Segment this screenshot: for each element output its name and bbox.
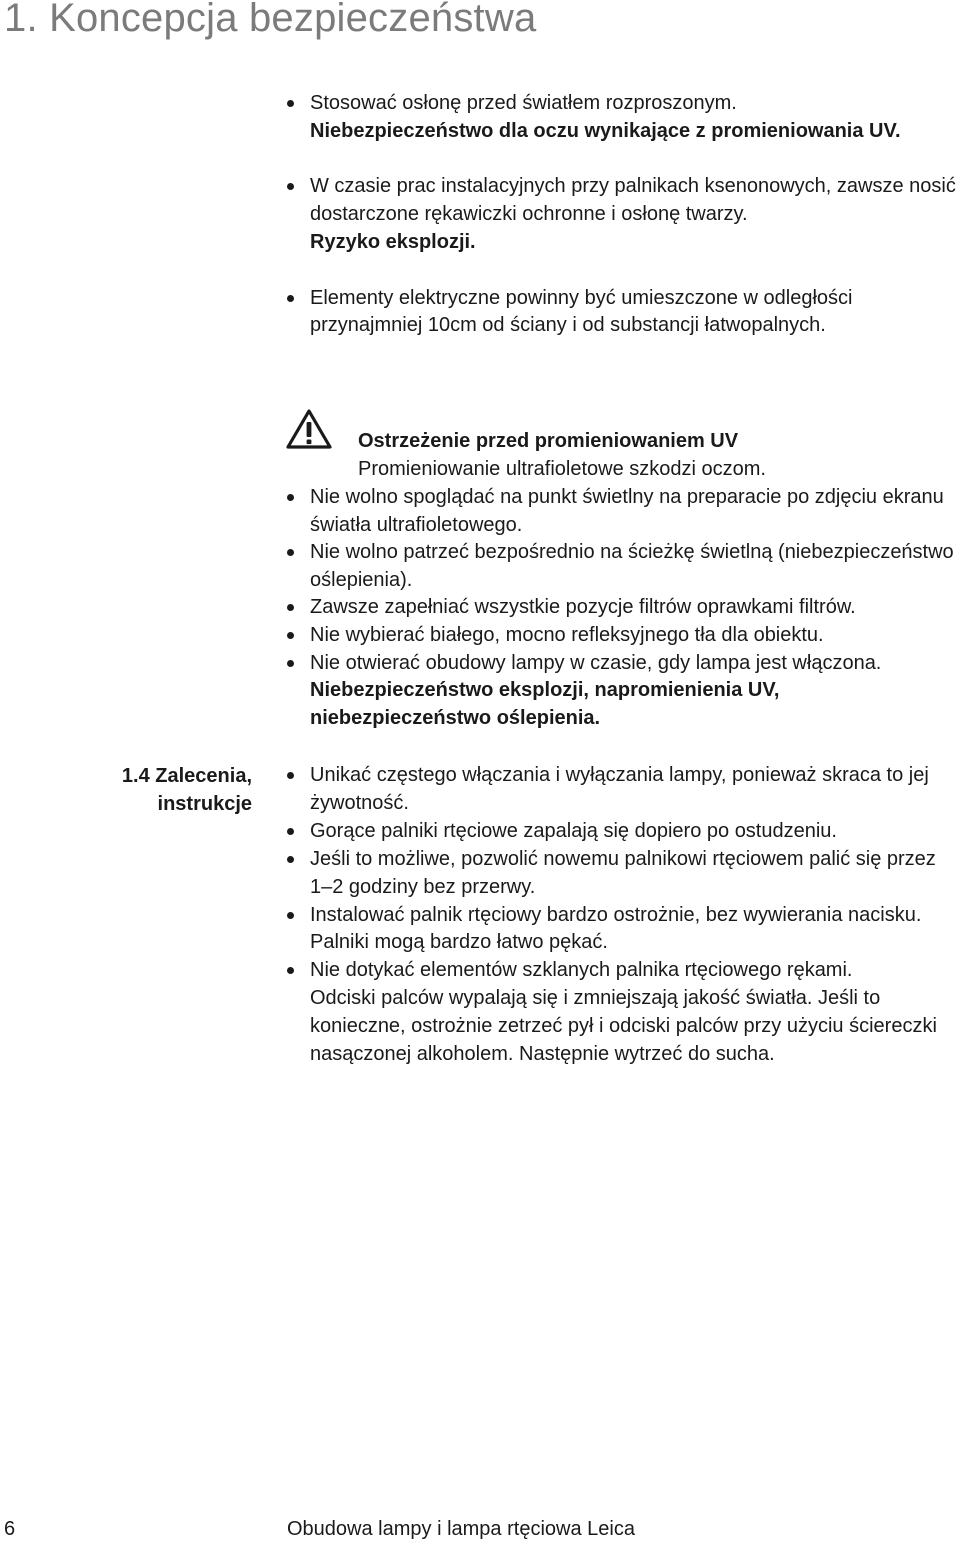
list-item (287, 957, 959, 1069)
item-text: W czasie prac instalacyjnych przy palnikach ksenonowych, zawsze nosić dostarczone rękawiczki ochronne i osłonę twarzy. (310, 175, 956, 226)
item-text: Nie wolno spoglądać na punkt świetlny na preparacie po zdjęciu ekranu światła ultrafioletowego. (310, 486, 944, 536)
list-item (287, 285, 959, 340)
item-emphasis: Niebezpieczeństwo dla oczu wynikające z promieniowania UV. (310, 119, 901, 142)
warning-title: Ostrzeżenie przed promieniowaniem UV (358, 430, 739, 452)
list-item (287, 594, 959, 622)
item-text: Zawsze zapełniać wszystkie pozycje filtrów oprawkami filtrów. (310, 596, 856, 619)
list-item (287, 539, 959, 594)
section-heading (122, 762, 252, 818)
item-text: Unikać częstego włączania i wyłączania lampy, ponieważ skraca to jej żywotność. (310, 764, 929, 814)
recommendations-list (287, 762, 959, 1069)
list-item (287, 762, 959, 818)
item-note: Palniki mogą bardzo łatwo pękać. (310, 931, 608, 954)
list-item (287, 818, 959, 846)
item-text: Nie otwierać obudowy lampy w czasie, gdy lampa jest włączona. (310, 651, 882, 674)
list-item (287, 846, 959, 902)
item-text: Nie wolno patrzeć bezpośrednio na ścieżkę świetlną (niebezpieczeństwo oślepienia). (310, 541, 954, 591)
item-text: Gorące palniki rtęciowe zapalają się dopiero po ostudzeniu. (310, 819, 837, 842)
page-number: 6 (4, 1518, 16, 1540)
warning-list (287, 484, 959, 732)
footer-title: Obudowa lampy i lampa rtęciowa Leica (287, 1518, 635, 1540)
item-text: Jeśli to możliwe, pozwolić nowemu palnikowi rtęciowem palić się przez 1–2 godziny bez przerwy. (310, 847, 936, 898)
list-item (287, 90, 959, 145)
item-text: Stosować osłonę przed światłem rozproszonym. (310, 92, 737, 114)
section-heading-line: 1.4 Zalecenia, (121, 765, 252, 787)
item-text: Elementy elektryczne powinny być umieszczone w odległości przynajmniej 10cm od ściany i od substancji łatwopalnych. (310, 286, 853, 337)
section-heading-line: instrukcje (157, 793, 252, 815)
safety-list (287, 90, 959, 340)
list-item (287, 902, 959, 958)
warning-subtitle: Promieniowanie ultrafioletowe szkodzi oczom. (358, 458, 766, 480)
warning-triangle-icon (285, 408, 333, 450)
item-emphasis: Niebezpieczeństwo eksplozji, napromienienia UV, niebezpieczeństwo oślepienia. (310, 679, 780, 729)
page-title: 1. Koncepcja bezpieczeństwa (4, 0, 537, 40)
item-text: Instalować palnik rtęciowy bardzo ostrożnie, bez wywierania nacisku. (310, 903, 922, 926)
list-item (287, 650, 959, 733)
list-item (287, 622, 959, 650)
list-item (287, 173, 959, 256)
item-text: Nie wybierać białego, mocno refleksyjnego tła dla obiektu. (310, 623, 824, 646)
list-item (287, 484, 959, 539)
item-text: Nie dotykać elementów szklanych palnika rtęciowego rękami. (310, 959, 853, 982)
item-note: Odciski palców wypalają się i zmniejszają jakość światła. Jeśli to konieczne, ostrożnie zetrzeć pył i odciski palców przy użyciu ściereczki nasączonej alkoholem. Następnie wytrzeć do sucha. (310, 987, 937, 1066)
item-emphasis: Ryzyko eksplozji. (310, 230, 476, 253)
